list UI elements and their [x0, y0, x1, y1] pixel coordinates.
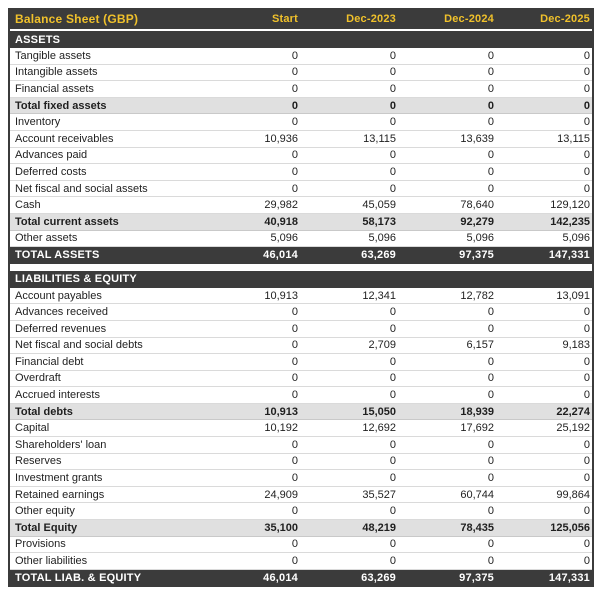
row-value: 0 — [291, 372, 298, 385]
row-value: 45,059 — [362, 199, 396, 212]
row-value: 0 — [389, 182, 396, 195]
row-value: 0 — [389, 82, 396, 95]
row-value: 147,331 — [548, 572, 590, 585]
row-value: 0 — [291, 455, 298, 468]
table-row — [10, 321, 592, 338]
row-value: 0 — [389, 49, 396, 62]
subtotal-row — [10, 98, 592, 115]
row-label: Reserves — [15, 455, 62, 468]
row-value: 0 — [389, 389, 396, 402]
row-label: Advances paid — [15, 149, 88, 162]
table-header-row — [10, 8, 592, 31]
row-value: 0 — [291, 538, 298, 551]
row-label: Cash — [15, 199, 41, 212]
total-row — [10, 247, 592, 264]
row-value: 125,056 — [550, 521, 590, 534]
row-value: 0 — [291, 355, 298, 368]
row-label: Financial assets — [15, 82, 94, 95]
table-row — [10, 454, 592, 471]
row-value: 5,096 — [562, 232, 590, 245]
row-value: 22,274 — [556, 405, 590, 418]
section-gap — [10, 264, 592, 271]
table-row — [10, 354, 592, 371]
row-label: Investment grants — [15, 472, 103, 485]
row-value: 0 — [487, 49, 494, 62]
table-row — [10, 288, 592, 305]
column-header-dec-2024: Dec-2024 — [444, 12, 494, 25]
row-value: 0 — [389, 472, 396, 485]
row-value: 0 — [487, 322, 494, 335]
row-value: 0 — [583, 455, 590, 468]
section-header-row — [10, 31, 592, 48]
table-row — [10, 65, 592, 82]
row-value: 0 — [583, 149, 590, 162]
row-label: ASSETS — [15, 33, 61, 46]
row-label: TOTAL ASSETS — [15, 249, 100, 262]
row-value: 5,096 — [368, 232, 396, 245]
table-row — [10, 553, 592, 570]
row-label: Deferred revenues — [15, 322, 107, 335]
row-value: 0 — [583, 505, 590, 518]
subtotal-row — [10, 404, 592, 421]
row-value: 0 — [583, 322, 590, 335]
row-value: 25,192 — [556, 422, 590, 435]
row-label: Other liabilities — [15, 555, 88, 568]
row-value: 0 — [291, 472, 298, 485]
subtotal-row — [10, 214, 592, 231]
row-label: Provisions — [15, 538, 66, 551]
table-row — [10, 537, 592, 554]
row-value: 60,744 — [460, 488, 494, 501]
row-value: 35,527 — [362, 488, 396, 501]
row-value: 0 — [487, 505, 494, 518]
row-value: 0 — [583, 82, 590, 95]
row-value: 0 — [291, 438, 298, 451]
row-value: 24,909 — [264, 488, 298, 501]
row-value: 0 — [487, 538, 494, 551]
row-value: 9,183 — [562, 339, 590, 352]
table-row — [10, 420, 592, 437]
row-value: 13,115 — [363, 132, 396, 145]
row-label: Capital — [15, 422, 50, 435]
row-value: 13,115 — [557, 132, 590, 145]
row-value: 0 — [583, 438, 590, 451]
table-body — [10, 31, 592, 586]
row-value: 0 — [487, 99, 494, 112]
row-value: 0 — [583, 99, 590, 112]
row-value: 0 — [487, 116, 494, 129]
table-row — [10, 81, 592, 98]
row-value: 15,050 — [362, 405, 396, 418]
table-title: Balance Sheet (GBP) — [15, 11, 139, 26]
row-label: Account payables — [15, 289, 102, 302]
row-value: 40,918 — [264, 215, 298, 228]
row-label: Account receivables — [15, 132, 114, 145]
subtotal-row — [10, 520, 592, 537]
table-row — [10, 131, 592, 148]
table-row — [10, 181, 592, 198]
column-header-dec-2023: Dec-2023 — [346, 12, 396, 25]
table-row — [10, 503, 592, 520]
row-value: 0 — [583, 182, 590, 195]
row-label: LIABILITIES & EQUITY — [15, 273, 137, 286]
row-value: 0 — [487, 438, 494, 451]
row-value: 6,157 — [466, 339, 494, 352]
row-label: Total current assets — [15, 215, 119, 228]
row-value: 0 — [389, 355, 396, 368]
row-value: 5,096 — [270, 232, 298, 245]
row-label: TOTAL LIAB. & EQUITY — [15, 572, 142, 585]
row-value: 0 — [389, 455, 396, 468]
row-value: 0 — [487, 472, 494, 485]
row-label: Other equity — [15, 505, 75, 518]
row-value: 0 — [291, 306, 298, 319]
row-value: 0 — [583, 372, 590, 385]
row-value: 12,782 — [460, 289, 494, 302]
row-value: 18,939 — [460, 405, 494, 418]
row-value: 0 — [389, 322, 396, 335]
row-label: Total Equity — [15, 521, 78, 534]
row-value: 147,331 — [548, 249, 590, 262]
row-value: 0 — [291, 82, 298, 95]
row-value: 0 — [487, 306, 494, 319]
table-row — [10, 487, 592, 504]
table-row — [10, 437, 592, 454]
row-value: 12,692 — [362, 422, 396, 435]
table-row — [10, 231, 592, 248]
row-value: 99,864 — [556, 488, 590, 501]
row-value: 0 — [291, 99, 298, 112]
row-label: Retained earnings — [15, 488, 105, 501]
row-value: 5,096 — [466, 232, 494, 245]
row-value: 10,192 — [264, 422, 298, 435]
balance-sheet-table — [8, 8, 594, 587]
row-value: 2,709 — [368, 339, 396, 352]
column-header-start: Start — [271, 12, 298, 25]
row-value: 10,913 — [264, 405, 298, 418]
row-value: 0 — [291, 116, 298, 129]
row-value: 0 — [487, 149, 494, 162]
column-header-dec-2025: Dec-2025 — [540, 12, 590, 25]
row-value: 0 — [583, 555, 590, 568]
row-value: 0 — [583, 389, 590, 402]
row-label: Overdraft — [15, 372, 61, 385]
row-value: 0 — [487, 555, 494, 568]
row-value: 0 — [583, 538, 590, 551]
row-value: 0 — [389, 438, 396, 451]
row-value: 0 — [389, 372, 396, 385]
row-value: 46,014 — [263, 249, 298, 262]
row-value: 58,173 — [362, 215, 396, 228]
row-value: 0 — [389, 116, 396, 129]
row-value: 63,269 — [361, 249, 396, 262]
row-label: Accrued interests — [15, 389, 100, 402]
row-value: 0 — [487, 372, 494, 385]
table-row — [10, 48, 592, 65]
table-row — [10, 371, 592, 388]
row-value: 0 — [487, 182, 494, 195]
row-label: Total fixed assets — [15, 99, 107, 112]
row-value: 0 — [583, 306, 590, 319]
row-value: 92,279 — [460, 215, 494, 228]
row-value: 0 — [389, 538, 396, 551]
row-value: 78,640 — [460, 199, 494, 212]
row-value: 0 — [583, 472, 590, 485]
row-value: 78,435 — [460, 521, 494, 534]
row-value: 0 — [389, 99, 396, 112]
row-value: 13,091 — [556, 289, 590, 302]
table-row — [10, 304, 592, 321]
table-row — [10, 470, 592, 487]
row-value: 29,982 — [264, 199, 298, 212]
row-value: 17,692 — [460, 422, 494, 435]
row-value: 0 — [487, 389, 494, 402]
row-value: 0 — [487, 66, 494, 79]
row-value: 0 — [291, 555, 298, 568]
row-value: 0 — [291, 66, 298, 79]
row-value: 10,913 — [264, 289, 298, 302]
row-label: Inventory — [15, 116, 61, 129]
row-value: 0 — [389, 165, 396, 178]
row-label: Other assets — [15, 232, 78, 245]
row-value: 0 — [487, 82, 494, 95]
section-header-row — [10, 271, 592, 288]
row-value: 0 — [389, 505, 396, 518]
row-value: 46,014 — [263, 572, 298, 585]
table-row — [10, 338, 592, 355]
row-value: 0 — [291, 505, 298, 518]
row-label: Intangible assets — [15, 66, 98, 79]
row-value: 0 — [389, 149, 396, 162]
row-value: 0 — [583, 49, 590, 62]
table-row — [10, 114, 592, 131]
row-value: 97,375 — [459, 249, 494, 262]
row-label: Net fiscal and social assets — [15, 182, 148, 195]
row-value: 0 — [583, 165, 590, 178]
row-label: Tangible assets — [15, 49, 91, 62]
row-value: 129,120 — [550, 199, 590, 212]
table-row — [10, 387, 592, 404]
row-value: 0 — [389, 66, 396, 79]
row-value: 63,269 — [361, 572, 396, 585]
row-value: 35,100 — [264, 521, 298, 534]
row-label: Total debts — [15, 405, 73, 418]
row-value: 0 — [291, 339, 298, 352]
row-value: 0 — [291, 322, 298, 335]
row-label: Shareholders' loan — [15, 438, 107, 451]
row-value: 12,341 — [362, 289, 396, 302]
total-row — [10, 570, 592, 587]
row-value: 0 — [291, 49, 298, 62]
row-value: 13,639 — [460, 132, 494, 145]
row-value: 0 — [291, 165, 298, 178]
row-label: Financial debt — [15, 355, 84, 368]
table-row — [10, 197, 592, 214]
row-value: 0 — [487, 455, 494, 468]
table-row — [10, 148, 592, 165]
row-value: 0 — [291, 149, 298, 162]
row-value: 0 — [487, 165, 494, 178]
row-value: 0 — [583, 116, 590, 129]
row-label: Deferred costs — [15, 165, 87, 178]
row-value: 48,219 — [362, 521, 396, 534]
row-label: Net fiscal and social debts — [15, 339, 143, 352]
row-value: 97,375 — [459, 572, 494, 585]
row-value: 0 — [389, 306, 396, 319]
row-value: 0 — [389, 555, 396, 568]
row-value: 0 — [291, 389, 298, 402]
row-value: 0 — [487, 355, 494, 368]
row-label: Advances received — [15, 306, 108, 319]
row-value: 0 — [291, 182, 298, 195]
table-row — [10, 164, 592, 181]
row-value: 0 — [583, 355, 590, 368]
row-value: 142,235 — [550, 215, 590, 228]
row-value: 10,936 — [264, 132, 298, 145]
row-value: 0 — [583, 66, 590, 79]
